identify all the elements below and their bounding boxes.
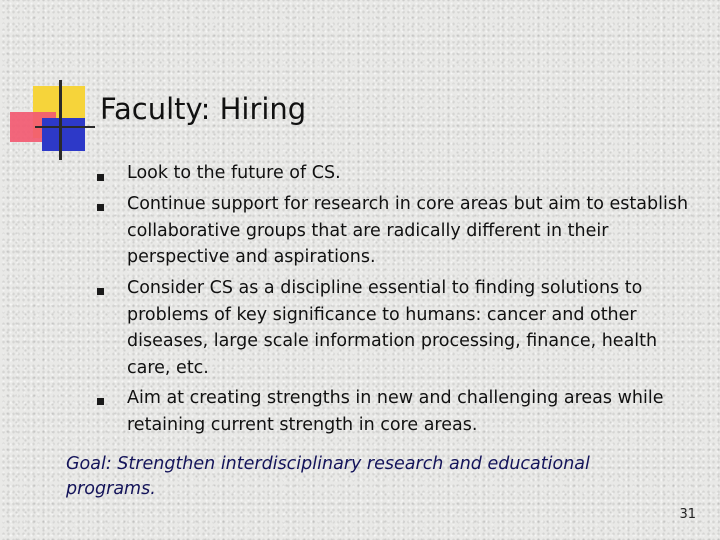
bullet-text: Continue support for research in core areas but aim to establish collaborative groups that are radically different in their perspective and aspirations. — [127, 194, 689, 267]
logo-vertical-line — [59, 80, 62, 160]
slide-title: Faculty: Hiring — [100, 92, 307, 126]
bullet-text: Aim at creating strengths in new and challenging areas while retaining current strength in core areas. — [127, 388, 664, 435]
logo-horizontal-line — [35, 126, 95, 128]
page-number: 31 — [679, 507, 696, 522]
square-bullet-icon — [97, 174, 104, 181]
square-bullet-icon — [97, 204, 104, 211]
bullet-text: Consider CS as a discipline essential to finding solutions to problems of key significance to humans: cancer and other diseases, large scale information processing, finance, health care, etc. — [127, 278, 658, 378]
square-bullet-icon — [97, 288, 104, 295]
logo-blue-square — [42, 118, 85, 151]
bullet-text: Look to the future of CS. — [127, 163, 341, 183]
goal-statement: Goal: Strengthen interdisciplinary research and educational programs. — [66, 454, 590, 499]
square-bullet-icon — [97, 398, 104, 405]
